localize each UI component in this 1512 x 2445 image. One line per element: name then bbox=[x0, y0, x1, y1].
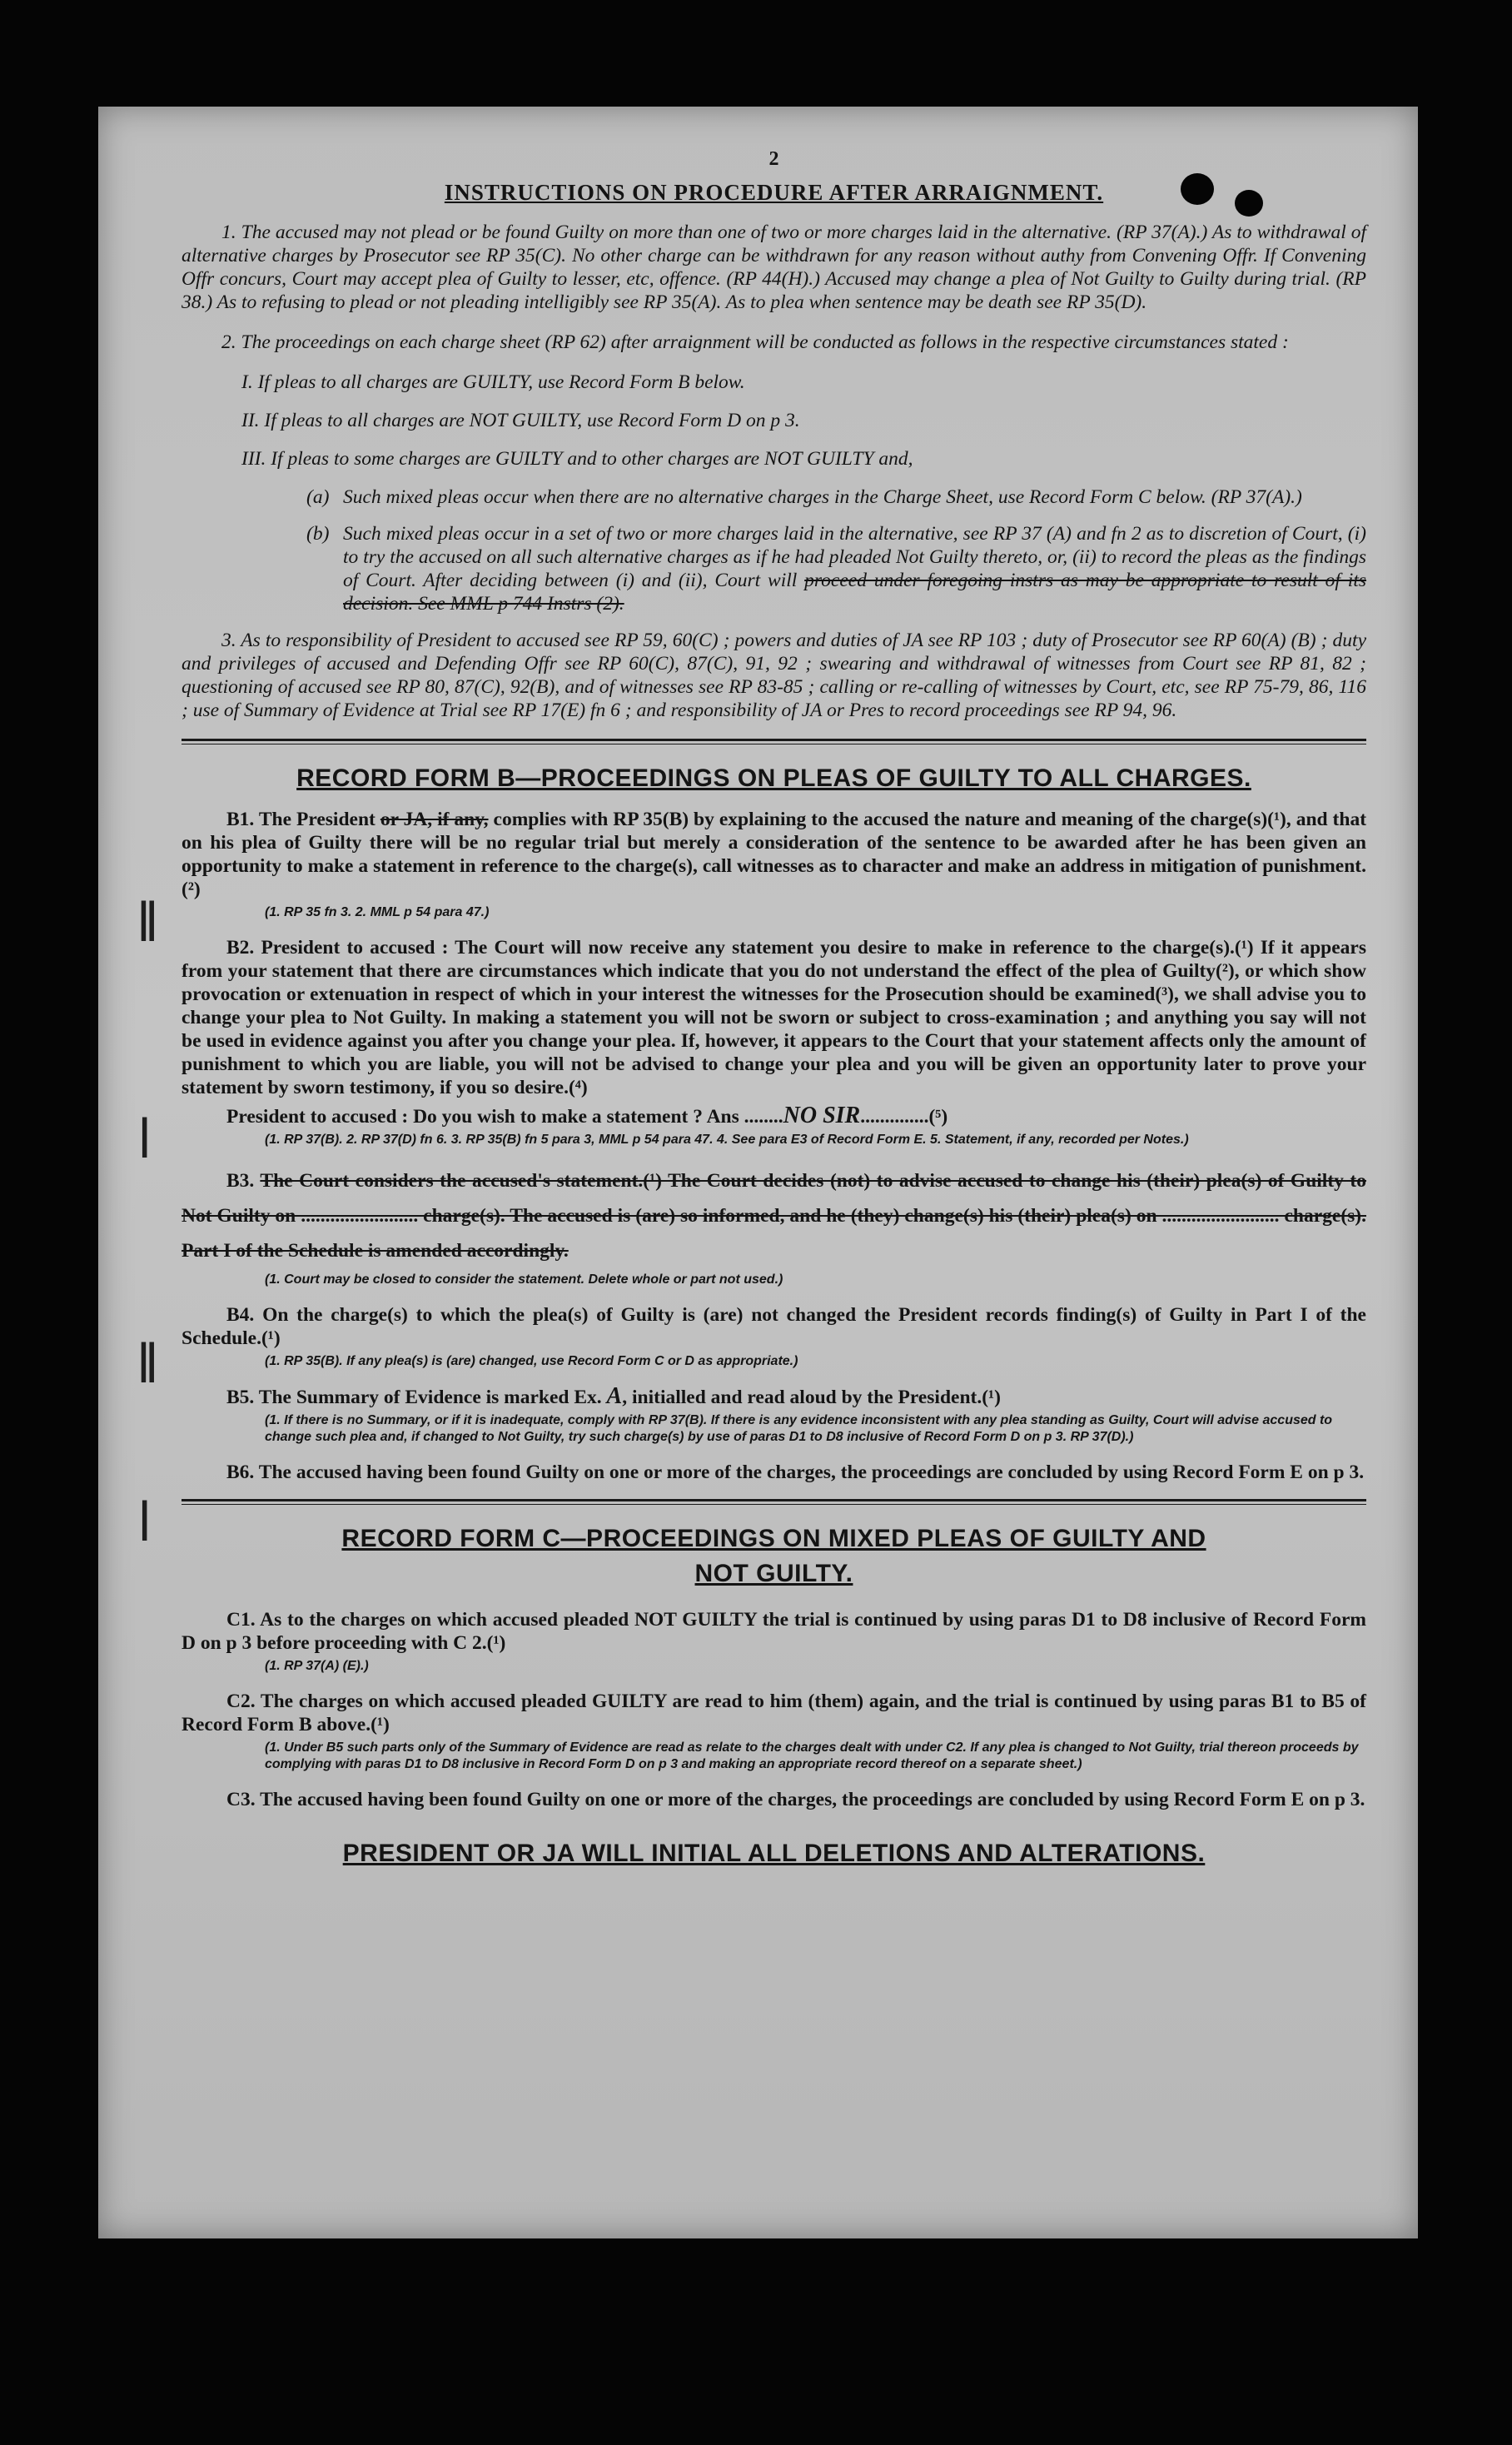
para-b4: B4. On the charge(s) to which the plea(s) of Guilty is (are) not changed the President records finding(s) of Guilty in Part I of the Schedule.(¹) bbox=[182, 1304, 1366, 1349]
note-c1: (1. RP 37(A) (E).) bbox=[265, 1659, 369, 1673]
handwritten-exhibit: A bbox=[606, 1383, 623, 1409]
footer-instruction: PRESIDENT OR JA WILL INITIAL ALL DELETIONS AND ALTERATIONS. bbox=[342, 1840, 1206, 1867]
instruction-3: 3. As to responsibility of President to accused see RP 59, 60(C) ; powers and duties of JA see RP 103 ; duty of Prosecutor see RP 60(A) (B) ; duty and privileges of accused and Defending Offr see RP 60(C), 87(C), 91, 92 ; swearing and withdrawal of witnesses from Court see RP 81, 82 ; questioning of accused see RP 80, 87(C), 92(B), and of witnesses see RP 83-85 ; calling or re-calling of witnesses by Court, etc, see RP 75-79, 86, 116 ; use of Summary of Evidence at Trial see RP 17(E) fn 6 ; and responsibility of JA or Pres to record proceedings see RP 94, 96. bbox=[182, 630, 1367, 721]
document-page bbox=[98, 107, 1418, 2238]
handwritten-tick-mark: ǀ bbox=[138, 1107, 152, 1171]
struck-text: proceed under foregoing instrs as may be appropriate to result of its decision. See MML p 744 Instrs (2). bbox=[343, 570, 1367, 615]
para-b5: B5. The Summary of Evidence is marked Ex. A, initialled and read aloud by the President.(¹) bbox=[226, 1383, 1001, 1409]
para-c2: C2. The charges on which accused pleaded GUILTY are read to him (them) again, and the trial is continued by using paras B1 to B5 of Record Form B above.(¹) bbox=[182, 1691, 1367, 1735]
case-iii: III. If pleas to some charges are GUILTY and to other charges are NOT GUILTY and, bbox=[241, 448, 913, 470]
section-divider bbox=[182, 1499, 1366, 1505]
para-b1: B1. The President or JA, if any, complies with RP 35(B) by explaining to the accused the nature and meaning of the charge(s)(¹), and that on his plea of Guilty there will be no regular trial but merely a consideration of the sentence to be awarded after he has been given an opportunity to make a statement in reference to the charge(s), call witnesses as to character and make an address in mitigation of punishment.(²) bbox=[182, 809, 1367, 900]
instruction-1: 1. The accused may not plead or be found Guilty on more than one of two or more charges laid in the alternative. (RP 37(A).) As to withdrawal of alternative charges by Prosecutor see RP 35(C). No other charge can be withdrawn for any reason without authy from Convening Offr. If Convening Offr concurs, Court may accept plea of Guilty to lesser, etc, offence. (RP 44(H).) Accused may change a plea of Not Guilty to Guilty during trial. (RP 38.) As to refusing to plead or not pleading intelligibly see RP 35(A). As to plea when sentence may be death see RP 35(D). bbox=[182, 222, 1366, 313]
note-c2: (1. Under B5 such parts only of the Summary of Evidence are read as relate to the charges dealt with under C2. If any plea is changed to Not Guilty, trial thereon proceeds by complying with paras D1 to D8 inclusive in Record Form D on p 3 and making an appropriate record thereof on a separate sheet.) bbox=[265, 1740, 1359, 1771]
para-c3: C3. The accused having been found Guilty on one or more of the charges, the proceedings are concluded by using Record Form E on p 3. bbox=[226, 1789, 1365, 1810]
handwritten-tick-mark: ǀ bbox=[138, 1490, 152, 1554]
para-b3: B3. The Court considers the accused's statement.(¹) The Court decides (not) to advise accused to change his (their) plea(s) of Guilty to Not Guilty on ........................ charge(s). The accused is (are) so informed, and he (they) change(s) his (their) plea(s) on ........................ charge(s). Part I of the Schedule is amended accordingly. bbox=[182, 1170, 1366, 1262]
section-divider bbox=[182, 739, 1366, 744]
handwritten-tick-mark: ǁ bbox=[138, 890, 157, 954]
para-c1: C1. As to the charges on which accused pleaded NOT GUILTY the trial is continued by using paras D1 to D8 inclusive of Record Form D on p 3 before proceeding with C 2.(¹) bbox=[182, 1609, 1366, 1654]
instruction-2: 2. The proceedings on each charge sheet (RP 62) after arraignment will be conducted as follows in the respective circumstances stated : bbox=[221, 331, 1289, 353]
form-b-title: RECORD FORM B—PROCEEDINGS ON PLEAS OF GUILTY TO ALL CHARGES. bbox=[296, 764, 1251, 792]
page-number: 2 bbox=[768, 148, 779, 170]
note-b2: (1. RP 37(B). 2. RP 37(D) fn 6. 3. RP 35(B) fn 5 para 3, MML p 54 para 47. 4. See para E3 of Record Form E. 5. Statement, if any, recorded per Notes.) bbox=[265, 1133, 1189, 1147]
case-ii: II. If pleas to all charges are NOT GUILTY, use Record Form D on p 3. bbox=[241, 410, 800, 431]
handwritten-answer: NO SIR bbox=[783, 1103, 861, 1128]
note-b1: (1. RP 35 fn 3. 2. MML p 54 para 47.) bbox=[265, 905, 490, 919]
note-b3: (1. Court may be closed to consider the statement. Delete whole or part not used.) bbox=[265, 1272, 783, 1287]
punch-hole bbox=[1181, 173, 1214, 205]
subcase-b: (b) Such mixed pleas occur in a set of two or more charges laid in the alternative, see RP 37 (A) and fn 2 as to discretion of Court, (i) to try the accused on all such alternative charges as if he had pleaded Not Guilty thereto, or, (ii) to record the pleas as the findings of Court. After deciding between (i) and (ii), Court will proceed under foregoing instrs as may be appropriate to result of its decision. See MML p 744 Instrs (2). bbox=[306, 523, 1367, 615]
form-c-title: RECORD FORM C—PROCEEDINGS ON MIXED PLEAS OF GUILTY AND NOT GUILTY. bbox=[341, 1525, 1206, 1587]
para-b6: B6. The accused having been found Guilty on one or more of the charges, the proceedings are concluded by using Record Form E on p 3. bbox=[226, 1462, 1365, 1483]
para-b2: B2. President to accused : The Court will now receive any statement you desire to make in reference to the charge(s).(¹) If it appears from your statement that there are circumstances which indicate that you do not understand the effect of the plea of Guilty(²), or which show provocation or extenuation in respect of which in your interest the witnesses for the Prosecution should be examined(³), we shall advise you to change your plea to Not Guilty. In making a statement you will not be sworn or subject to cross-examination ; and anything you say will not be used in evidence against you after you change your plea. If, however, it appears to the Court that your statement affects only the amount of punishment to which you are liable, you will not be advised to change your plea and you will be given an opportunity later to prove your statement by sworn testimony, if you so desire.(⁴) bbox=[182, 937, 1367, 1098]
case-i: I. If pleas to all charges are GUILTY, use Record Form B below. bbox=[241, 371, 745, 393]
b2-question: President to accused : Do you wish to make a statement ? Ans ........NO SIR..............(⁵) bbox=[226, 1103, 948, 1128]
note-b5: (1. If there is no Summary, or if it is inadequate, comply with RP 37(B). If there is any evidence inconsistent with any plea standing as Guilty, Court will advise accused to change such plea and, if changed to Not Guilty, try such charge(s) by use of paras D1 to D8 inclusive of Record Form D on p 3. RP 37(D).) bbox=[265, 1413, 1333, 1444]
subcase-a: (a) Such mixed pleas occur when there are no alternative charges in the Charge Sheet, use Record Form C below. (RP 37(A).) bbox=[306, 486, 1302, 508]
note-b4: (1. RP 35(B). If any plea(s) is (are) changed, use Record Form C or D as appropriate.) bbox=[265, 1354, 798, 1368]
punch-hole bbox=[1235, 190, 1263, 217]
handwritten-tick-mark: ǁ bbox=[138, 1332, 157, 1396]
page-heading: INSTRUCTIONS ON PROCEDURE AFTER ARRAIGNMENT. bbox=[444, 180, 1104, 205]
